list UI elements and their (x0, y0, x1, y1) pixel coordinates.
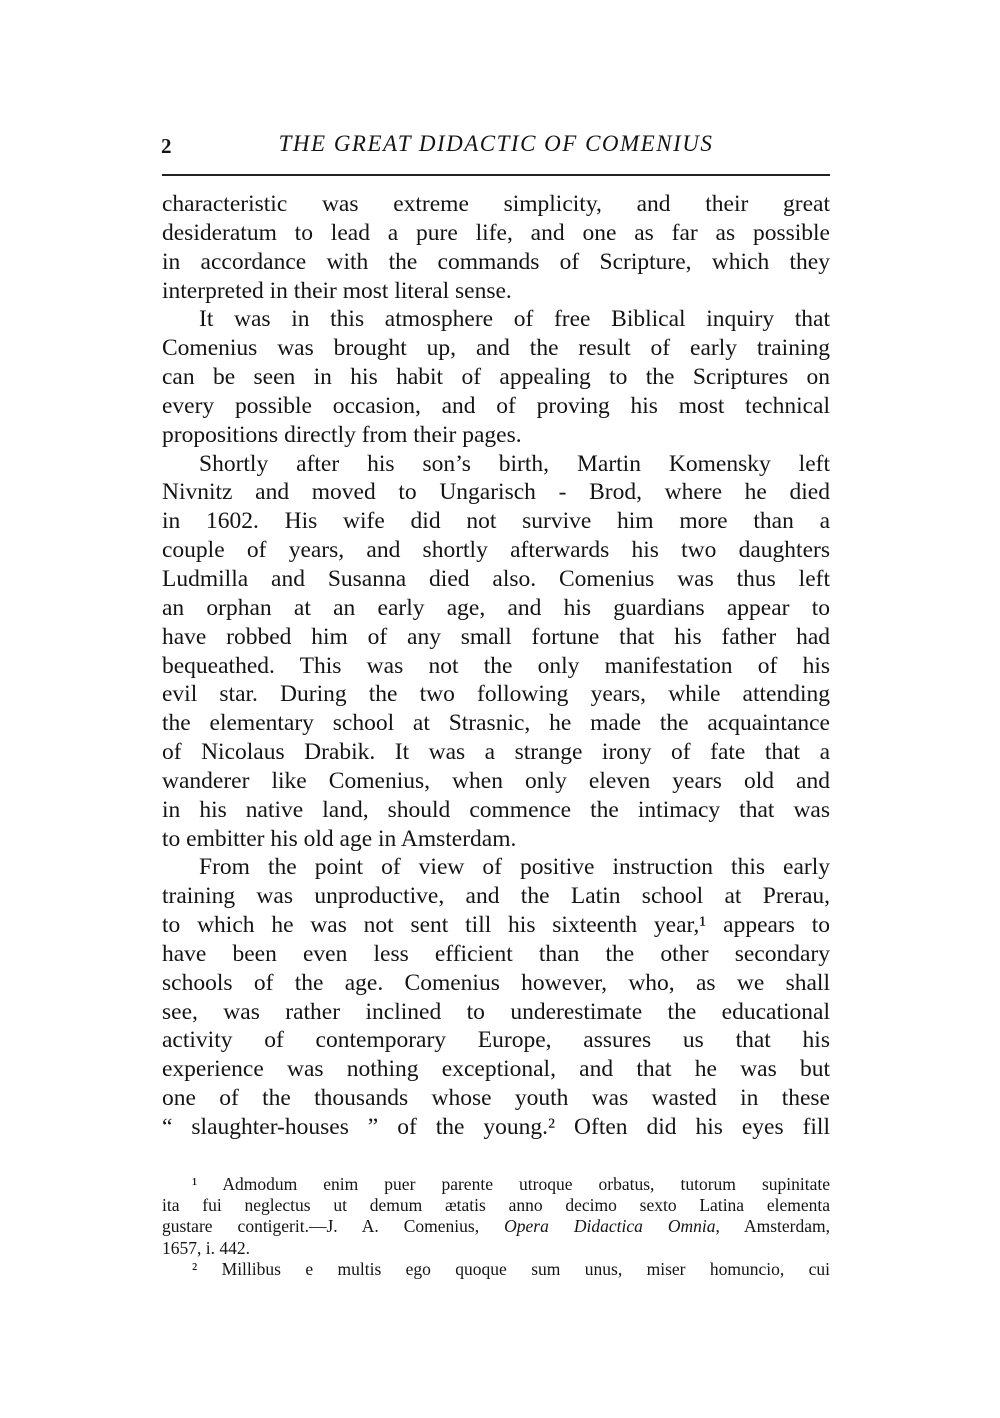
footnote-text: 1657, i. 442. (162, 1237, 250, 1258)
footnotes (162, 1174, 830, 1280)
body-line: of Nicolaus Drabik. It was a strange irony of fate that a (162, 739, 830, 766)
footnote-text: ita fui neglectus ut demum ætatis anno decimo sexto Latina elementa (162, 1195, 830, 1216)
body-line: have robbed him of any small fortune that his father had (162, 623, 830, 650)
body-line: Nivnitz and moved to Ungarisch - Brod, where he died (162, 479, 830, 506)
body-line: have been even less efficient than the other secondary (162, 940, 830, 967)
body-line: evil star. During the two following years, while attending (162, 681, 830, 708)
body-line: experience was nothing exceptional, and that he was but (162, 1056, 830, 1083)
body-line: It was in this atmosphere of free Biblical inquiry that (199, 306, 830, 333)
body-line: bequeathed. This was not the only manifestation of his (162, 652, 830, 679)
body-line: schools of the age. Comenius however, who, as we shall (162, 969, 830, 996)
body-line: an orphan at an early age, and his guardians appear to (162, 594, 830, 621)
body-line: “ slaughter-houses ” of the young.² Often did his eyes fill (162, 1114, 830, 1140)
footnote-text: ² Millibus e multis ego quoque sum unus, miser homuncio, cui (192, 1258, 830, 1279)
body-line: see, was rather inclined to underestimate the educational (162, 998, 830, 1025)
body-line: couple of years, and shortly afterwards his two daughters (162, 537, 830, 564)
body-line: to which he was not sent till his sixteenth year,¹ appears to (162, 912, 830, 939)
footnote-line (162, 1238, 830, 1259)
body-line: Ludmilla and Susanna died also. Comenius was thus left (162, 565, 830, 592)
body-line: characteristic was extreme simplicity, and their great (162, 191, 830, 217)
footnote-text: ¹ Admodum enim puer parente utroque orbatus, tutorum supinitate (192, 1174, 830, 1194)
footnote-line (162, 1195, 830, 1216)
page-number: 2 (161, 134, 172, 158)
running-title: THE GREAT DIDACTIC OF COMENIUS (278, 131, 714, 156)
body-line: the elementary school at Strasnic, he made the acquaintance (162, 710, 830, 737)
body-line: Comenius was brought up, and the result of early training (162, 335, 830, 362)
body-line: training was unproductive, and the Latin school at Prerau, (162, 883, 830, 910)
footnote-text: , Amsterdam, (715, 1216, 830, 1237)
body-line: wanderer like Comenius, when only eleven years old and (162, 767, 830, 794)
body-line: in his native land, should commence the intimacy that was (162, 796, 830, 823)
footnote-text: gustare contigerit.—J. A. Comenius, (162, 1216, 505, 1237)
body-line: in 1602. His wife did not survive him more than a (162, 508, 830, 535)
header-rule (162, 174, 830, 176)
footnote-line (162, 1259, 830, 1280)
body-line: desideratum to lead a pure life, and one as far as possible (162, 219, 830, 246)
body-line: in accordance with the commands of Scripture, which they (162, 248, 830, 275)
body-line: can be seen in his habit of appealing to the Scriptures on (162, 364, 830, 391)
footnote-line (162, 1216, 830, 1237)
body-line: From the point of view of positive instruction this early (199, 854, 830, 881)
footnote-title: Opera Didactica Omnia (504, 1216, 716, 1237)
body-line: to embitter his old age in Amsterdam. (162, 825, 517, 852)
body-line: propositions directly from their pages. (162, 421, 522, 448)
body-line: interpreted in their most literal sense. (162, 277, 512, 304)
body-line: activity of contemporary Europe, assures us that his (162, 1027, 830, 1054)
body-line: one of the thousands whose youth was wasted in these (162, 1085, 830, 1112)
body-line: Shortly after his son’s birth, Martin Komensky left (199, 450, 830, 477)
footnote-line (162, 1174, 830, 1195)
body-text (162, 190, 830, 1142)
body-line: every possible occasion, and of proving his most technical (162, 392, 830, 419)
